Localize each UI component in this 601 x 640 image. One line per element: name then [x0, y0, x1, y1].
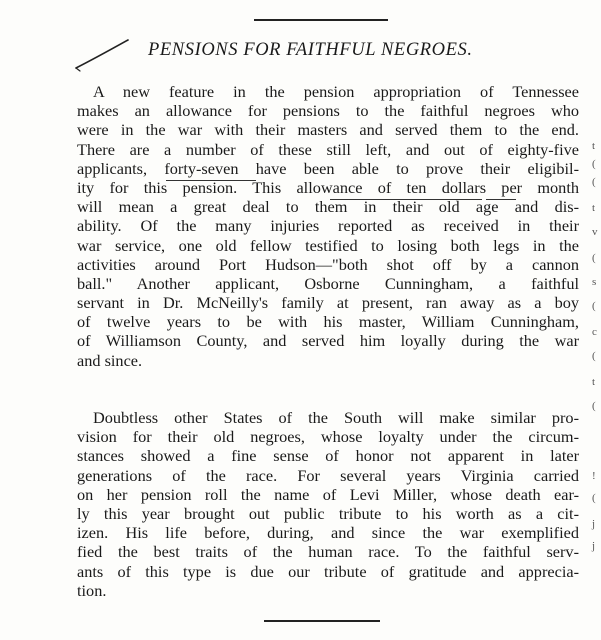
handwritten-underline-forty-seven: [166, 180, 256, 181]
handwritten-underline-per: [486, 199, 516, 200]
text-line: servant in Dr. McNeilly's family at present, ran away as a boy: [77, 293, 579, 313]
text-line: and since.: [77, 350, 143, 370]
bottom-divider-rule: [264, 620, 380, 622]
text-line: fied the best traits of the human race. To the faithful serv-: [77, 542, 579, 562]
text-line: ly this year brought out public tribute to his worth as a cit-: [77, 503, 579, 523]
text-line: will mean a great deal to them in their old age and dis-: [77, 197, 579, 217]
margin-fragment: (: [592, 492, 596, 504]
text-line: activities around Port Hudson—"both shot off by a cannon: [77, 254, 579, 274]
text-line: ability. Of the many injuries reported as received in their: [77, 216, 579, 236]
paragraph-1: [77, 82, 579, 370]
article-title: PENSIONS FOR FAITHFUL NEGROES.: [148, 40, 473, 60]
margin-fragment: j: [592, 518, 596, 530]
text-line: applicants, forty-seven have been able to prove their eligibil-: [77, 158, 579, 178]
text-line: on her pension roll the name of Levi Miller, whose death ear-: [77, 484, 579, 504]
margin-fragment: j: [592, 540, 596, 552]
text-line: ball." Another applicant, Osborne Cunningham, a faithful: [77, 273, 579, 293]
margin-fragment: t: [592, 140, 596, 152]
margin-fragment: (: [592, 300, 596, 312]
margin-fragment: (: [592, 158, 596, 170]
text-line: were in the war with their masters and served them to the end.: [77, 120, 579, 140]
text-line: of Williamson County, and served him loyally during the war: [77, 331, 579, 351]
margin-fragment: (: [592, 176, 596, 188]
text-line: vision for their old negroes, whose loyalty under the circum-: [77, 427, 579, 447]
handwritten-pen-mark: [72, 38, 132, 74]
text-line: ants of this type is due our tribute of gratitude and apprecia-: [77, 561, 579, 581]
text-line: A new feature in the pension appropriation of Tennessee: [93, 82, 579, 101]
margin-fragment: t: [592, 202, 596, 214]
margin-fragment: s: [592, 276, 597, 288]
paragraph-2: [77, 408, 579, 600]
margin-fragment: (: [592, 252, 596, 264]
margin-fragment: (: [592, 350, 596, 362]
handwritten-underline-ten-dollars: [330, 199, 482, 200]
top-divider-rule: [254, 19, 388, 21]
margin-fragment: c: [592, 326, 597, 338]
text-line: Doubtless other States of the South will make similar pro-: [93, 408, 579, 427]
text-line: stances showed a fine sense of honor not apparent in later: [77, 446, 579, 466]
margin-fragment: !: [592, 470, 596, 482]
text-line: tion.: [77, 580, 107, 600]
text-line: of twelve years to be with his master, William Cunningham,: [77, 312, 579, 332]
margin-fragment: v: [592, 226, 598, 238]
text-line: izen. His life before, during, and since the war exemplified: [77, 523, 579, 543]
text-line: makes an allowance for pensions to the faithful negroes who: [77, 101, 579, 121]
text-line: ity for this pension. This allowance of ten dollars per month: [77, 177, 579, 197]
margin-fragment: (: [592, 400, 596, 412]
text-line: war service, one old fellow testified to losing both legs in the: [77, 235, 579, 255]
margin-fragment: t: [592, 376, 596, 388]
text-line: There are a number of these still left, and out of eighty-five: [77, 139, 579, 159]
text-line: generations of the race. For several years Virginia carried: [77, 465, 579, 485]
